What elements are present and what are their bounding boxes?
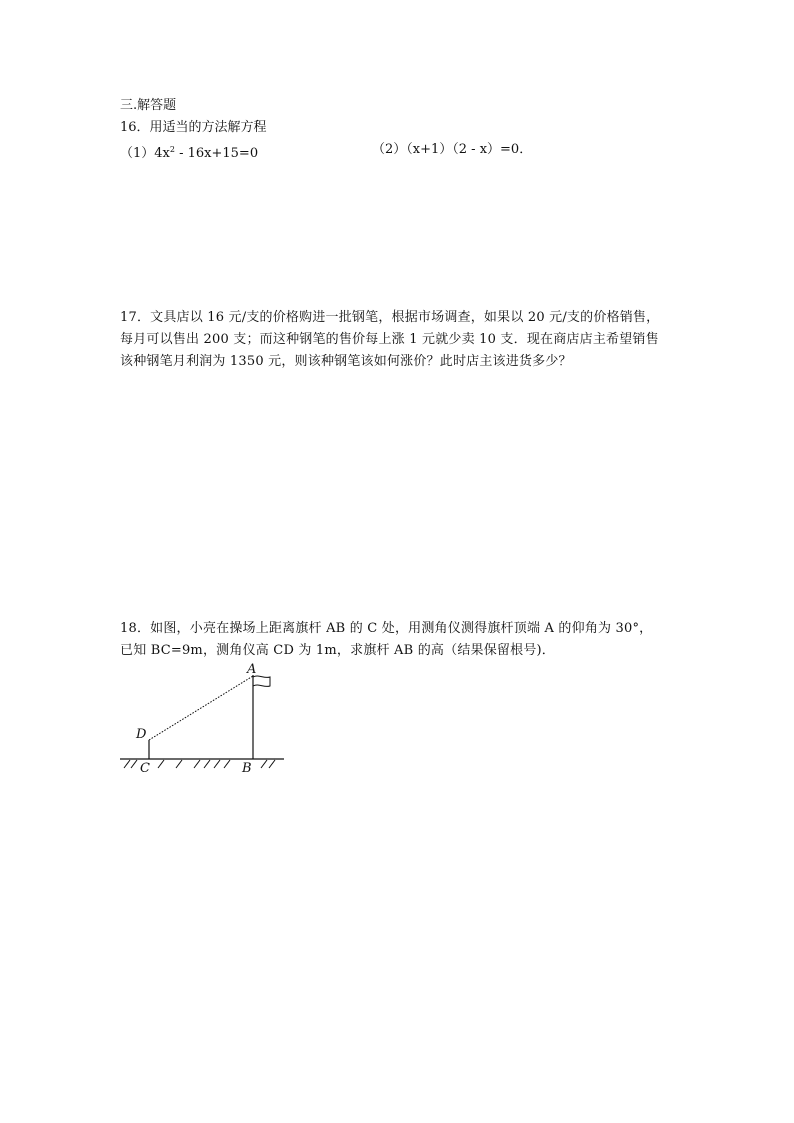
label-a: A [247, 662, 257, 677]
question-17 [120, 307, 680, 373]
question-18 [120, 618, 680, 662]
flagpole-diagram-svg [118, 660, 288, 778]
question-18-line: 18．如图，小亮在操场上距离旗杆 AB 的 C 处，用测角仪测得旗杆顶端 A 的仰角为 30°， [120, 621, 653, 636]
question-17-line: 17．文具店以 16 元/支的价格购进一批钢笔，根据市场调查，如果以 20 元/支的价格销售， [120, 310, 660, 325]
question-17-line: 每月可以售出 200 支；而这种钢笔的售价每上涨 1 元就少卖 10 支．现在商店店主希望销售 [120, 332, 659, 347]
question-16-part-2: （2）（x+1）（2 - x）=0． [372, 142, 533, 157]
label-d: D [136, 727, 147, 742]
equation-1-exponent: 2 [169, 145, 175, 154]
equation-1-rest: - 16x+15=0 [174, 146, 259, 161]
sight-line-da [149, 676, 253, 740]
label-c: C [140, 761, 150, 776]
flagpole-diagram [118, 660, 288, 782]
label-b: B [242, 761, 252, 776]
flag-icon [253, 676, 270, 686]
question-18-line: 已知 BC=9m，测角仪高 CD 为 1m，求旗杆 AB 的高（结果保留根号)． [120, 643, 556, 658]
question-16-stem: 16．用适当的方法解方程 [120, 120, 267, 135]
question-16-part-1 [120, 142, 258, 162]
section-title: 三.解答题 [120, 98, 177, 113]
equation-1-left: （1）4x [120, 146, 170, 161]
question-17-line: 该种钢笔月利润为 1350 元，则该种钢笔该如何涨价？此时店主该进货多少？ [120, 354, 572, 369]
